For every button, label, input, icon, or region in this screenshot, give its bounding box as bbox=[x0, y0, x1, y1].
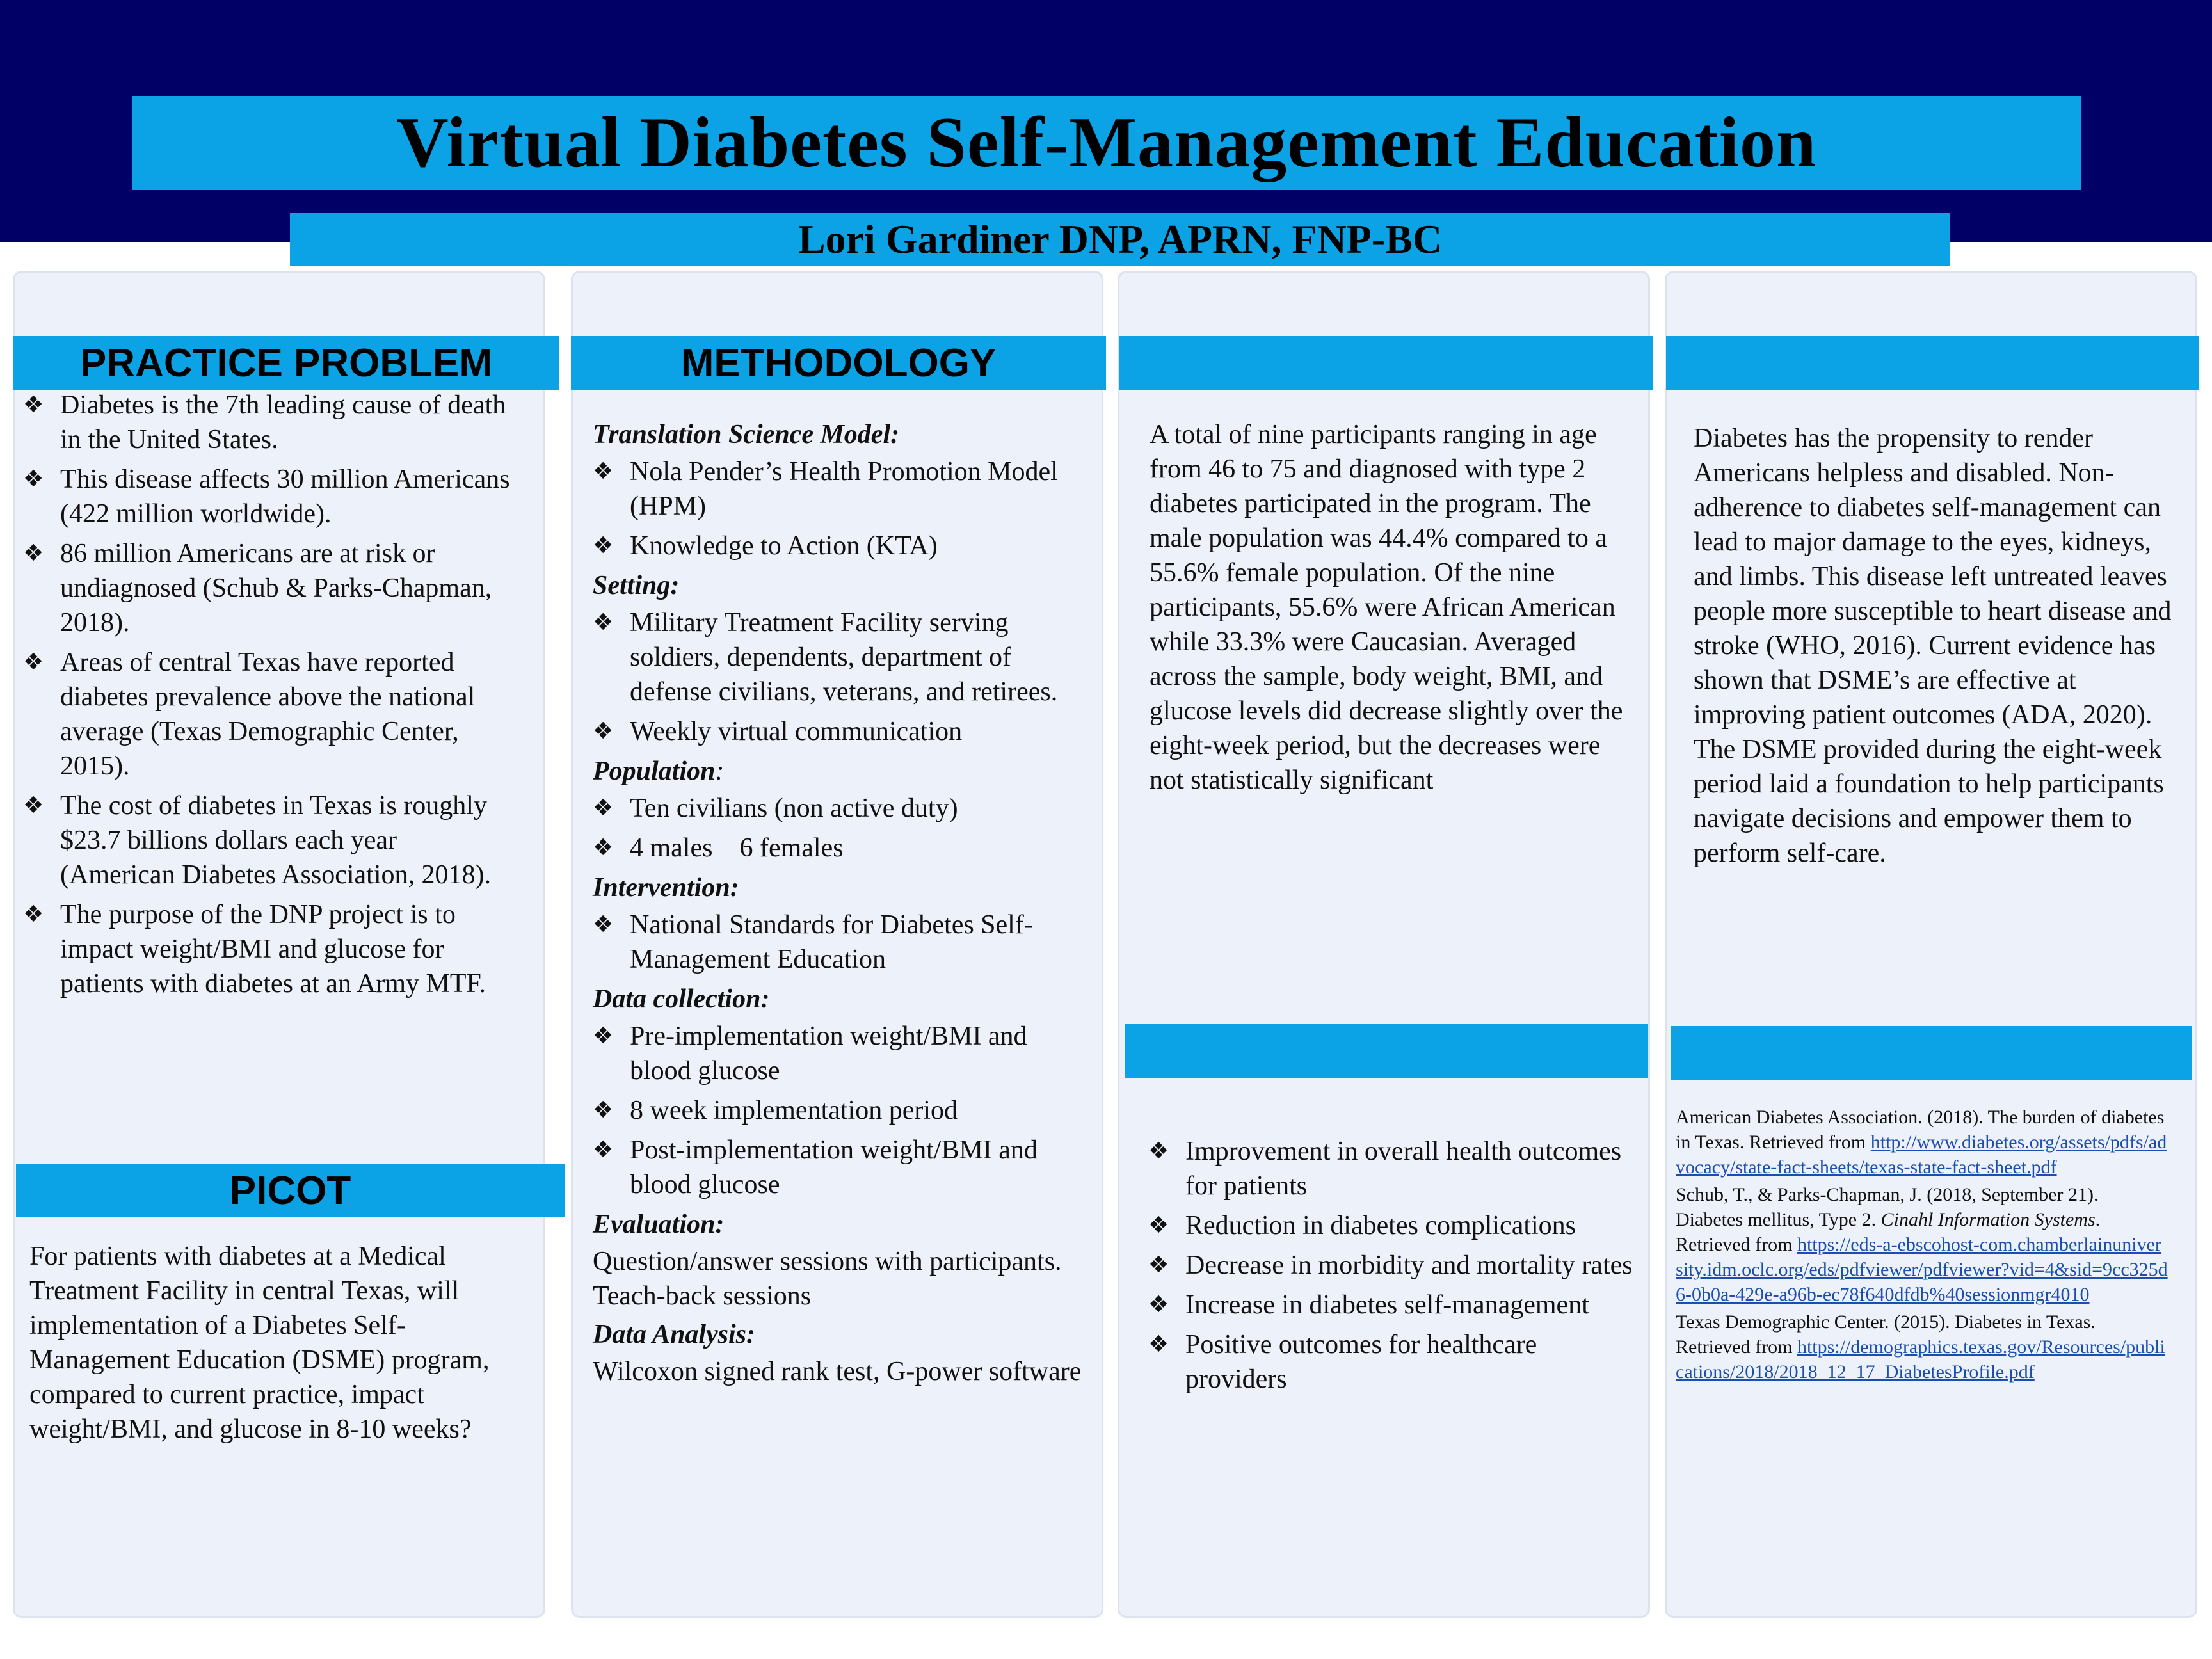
list-item bbox=[23, 645, 516, 783]
list-item bbox=[593, 529, 1092, 563]
evaluation-label: Evaluation: bbox=[593, 1210, 725, 1239]
implications-list bbox=[1148, 1134, 1641, 1397]
list-item bbox=[593, 605, 1092, 709]
list-item bbox=[593, 714, 1092, 749]
diamond-bullet-icon: ❖ bbox=[593, 609, 614, 636]
diamond-bullet-icon: ❖ bbox=[23, 901, 44, 927]
list-item bbox=[593, 791, 1092, 826]
setting-label: Setting: bbox=[593, 571, 680, 600]
bullet-text: Pre-implementation weight/BMI and blood glucose bbox=[630, 1022, 1027, 1086]
reference-text: Schub, T., & Parks-Chapman, J. (2018, September 21). Diabetes mellitus, Type 2. bbox=[1676, 1184, 2099, 1230]
list-item bbox=[1148, 1208, 1641, 1243]
title-banner bbox=[132, 96, 2081, 190]
bullet-text: This disease affects 30 million Americans (422 million worldwide). bbox=[60, 465, 510, 529]
diamond-bullet-icon: ❖ bbox=[1148, 1331, 1169, 1358]
diamond-bullet-icon: ❖ bbox=[593, 835, 614, 861]
diamond-bullet-icon: ❖ bbox=[1148, 1252, 1169, 1278]
implications-heading bbox=[1125, 1024, 1648, 1078]
list-item bbox=[23, 462, 516, 531]
reference-item bbox=[1676, 1182, 2168, 1307]
list-item bbox=[23, 536, 516, 640]
reference-text: . Retrieved from bbox=[1676, 1209, 2101, 1255]
bullet-text: Areas of central Texas have reported diabetes prevalence above the national average (Texas Demographic Center, 2015). bbox=[60, 648, 476, 781]
diamond-bullet-icon: ❖ bbox=[593, 718, 614, 744]
results-text: A total of nine participants ranging in age from 46 to 75 and diagnosed with type 2 diabetes participated in the program. The male population was 44.4% compared to a 55.6% female population. Of the nine participants, 55.6% were African American while 33.3% were Caucasian. Averaged across the sample, body weight, BMI, and glucose levels did decrease slightly over the eight-week period, but the decreases were not statistically significant bbox=[1150, 420, 1623, 795]
diamond-bullet-icon: ❖ bbox=[593, 458, 614, 485]
practice-problem-heading: PRACTICE PROBLEM bbox=[13, 336, 559, 390]
author-banner bbox=[290, 213, 1950, 266]
list-item bbox=[1148, 1134, 1641, 1203]
practice-problem-body bbox=[23, 388, 516, 1006]
list-item bbox=[23, 388, 516, 457]
diamond-bullet-icon: ❖ bbox=[1148, 1212, 1169, 1238]
diamond-bullet-icon: ❖ bbox=[23, 792, 44, 819]
bullet-text: Weekly virtual communication bbox=[630, 717, 963, 746]
bullet-text: Improvement in overall health outcomes for patients bbox=[1185, 1137, 1622, 1201]
diamond-bullet-icon: ❖ bbox=[593, 533, 614, 559]
diamond-bullet-icon: ❖ bbox=[593, 1137, 614, 1163]
bullet-text: The purpose of the DNP project is to impact weight/BMI and glucose for patients with diabetes at an Army MTF. bbox=[60, 900, 486, 998]
implications-body bbox=[1148, 1134, 1641, 1402]
diamond-bullet-icon: ❖ bbox=[1148, 1292, 1169, 1318]
bullet-text: Increase in diabetes self-management bbox=[1185, 1290, 1589, 1320]
diamond-bullet-icon: ❖ bbox=[593, 1023, 614, 1049]
population-colon: : bbox=[715, 757, 725, 786]
results-heading bbox=[1119, 336, 1653, 390]
practice-problem-list bbox=[23, 388, 516, 1001]
bullet-text: National Standards for Diabetes Self-Management Education bbox=[630, 910, 1033, 974]
list-item bbox=[1148, 1288, 1641, 1322]
bullet-text: 4 males 6 females bbox=[630, 833, 844, 863]
reference-item bbox=[1676, 1310, 2168, 1384]
author-name: Lori Gardiner DNP, APRN, FNP-BC bbox=[797, 216, 1443, 262]
list-item bbox=[593, 1093, 1092, 1128]
bullet-text: 8 week implementation period bbox=[630, 1096, 958, 1125]
diamond-bullet-icon: ❖ bbox=[593, 795, 614, 821]
methodology-body bbox=[593, 413, 1092, 1389]
list-item bbox=[593, 1019, 1092, 1088]
diamond-bullet-icon: ❖ bbox=[1148, 1138, 1169, 1164]
bullet-text: Nola Pender’s Health Promotion Model (HPM) bbox=[630, 457, 1058, 521]
analysis-label: Data Analysis: bbox=[593, 1320, 755, 1349]
diamond-bullet-icon: ❖ bbox=[23, 540, 44, 566]
data-collection-list bbox=[593, 1019, 1092, 1202]
poster-title: Virtual Diabetes Self-Management Education bbox=[396, 103, 1817, 182]
bullet-text: 86 million Americans are at risk or undiagnosed (Schub & Parks-Chapman, 2018). bbox=[60, 539, 492, 637]
diamond-bullet-icon: ❖ bbox=[23, 392, 44, 418]
diamond-bullet-icon: ❖ bbox=[593, 1097, 614, 1123]
methodology-heading: METHODOLOGY bbox=[571, 336, 1106, 390]
bullet-text: Decrease in morbidity and mortality rates bbox=[1185, 1251, 1633, 1280]
reference-link[interactable]: https://demographics.texas.gov/Resources/publications/2018/2018_12_17_DiabetesProfile.pdf bbox=[1676, 1336, 2165, 1382]
reference-item bbox=[1676, 1105, 2168, 1180]
bullet-text: Positive outcomes for healthcare providers bbox=[1185, 1330, 1537, 1394]
list-item bbox=[593, 454, 1092, 524]
list-item bbox=[1148, 1248, 1641, 1283]
reference-journal: Cinahl Information Systems bbox=[1880, 1209, 2096, 1230]
list-item bbox=[593, 908, 1092, 977]
bullet-text: Diabetes is the 7th leading cause of death in the United States. bbox=[60, 390, 506, 454]
diamond-bullet-icon: ❖ bbox=[23, 649, 44, 675]
reference-link[interactable]: http://www.diabetes.org/assets/pdfs/advocacy/state-fact-sheets/texas-state-fact-sheet.pdf bbox=[1676, 1132, 2167, 1178]
population-list bbox=[593, 791, 1092, 865]
bullet-text: The cost of diabetes in Texas is roughly $23.7 billions dollars each year (American Diabetes Association, 2018). bbox=[60, 791, 491, 890]
references-list bbox=[1676, 1105, 2168, 1387]
diamond-bullet-icon: ❖ bbox=[23, 466, 44, 492]
intervention-label: Intervention: bbox=[593, 873, 739, 902]
list-item bbox=[593, 1133, 1092, 1202]
reference-link[interactable]: https://eds-a-ebscohost-com.chamberlainuniversity.idm.oclc.org/eds/pdfviewer/pdfviewer?vid=4&sid=9cc325d6-0b0a-429e-a96b-ec78f640dfdb%40sessionmgr4010 bbox=[1676, 1234, 2168, 1305]
reference-text: Texas Demographic Center. (2015). Diabetes in Texas. Retrieved from bbox=[1676, 1311, 2096, 1358]
conclusion-text: Diabetes has the propensity to render Americans helpless and disabled. Non-adherence to diabetes self-management can lead to major damage to the eyes, kidneys, and limbs. This disease left untreated leaves people more susceptible to heart disease and stroke (WHO, 2016). Current evidence has shown that DSME’s are effective at improving patient outcomes (ADA, 2020). The DSME provided during the eight-week period laid a foundation to help participants navigate decisions and empower them to perform self-care. bbox=[1694, 424, 2172, 868]
reference-text: American Diabetes Association. (2018). The burden of diabetes in Texas. Retrieved from bbox=[1676, 1107, 2165, 1153]
bullet-text: Reduction in diabetes complications bbox=[1185, 1211, 1576, 1240]
list-item bbox=[23, 897, 516, 1001]
bullet-text: Post-implementation weight/BMI and blood glucose bbox=[630, 1135, 1038, 1199]
picot-text: For patients with diabetes at a Medical Treatment Facility in central Texas, will implementation of a Diabetes Self-Management Education (DSME) program, compared to current practice, impact weight/BMI, and glucose in 8-10 weeks? bbox=[29, 1242, 490, 1444]
list-item bbox=[1148, 1327, 1641, 1397]
evaluation-text: Question/answer sessions with participants. Teach-back sessions bbox=[593, 1247, 1062, 1311]
list-item bbox=[23, 789, 516, 892]
conclusion-heading bbox=[1666, 336, 2199, 390]
translation-label: Translation Science Model: bbox=[593, 420, 900, 449]
bullet-text: Knowledge to Action (KTA) bbox=[630, 531, 938, 561]
setting-list bbox=[593, 605, 1092, 749]
translation-list bbox=[593, 454, 1092, 563]
bullet-text: Ten civilians (non active duty) bbox=[630, 794, 958, 823]
references-heading bbox=[1671, 1026, 2192, 1080]
list-item bbox=[593, 831, 1092, 865]
population-label bbox=[593, 754, 1092, 789]
data-collection-label: Data collection: bbox=[593, 984, 770, 1014]
intervention-list bbox=[593, 908, 1092, 977]
picot-heading: PICOT bbox=[16, 1164, 565, 1217]
analysis-text: Wilcoxon signed rank test, G-power software bbox=[593, 1357, 1082, 1386]
diamond-bullet-icon: ❖ bbox=[593, 911, 614, 938]
population-label-text: Population bbox=[593, 757, 716, 786]
bullet-text: Military Treatment Facility serving soldiers, dependents, department of defense civilians, veterans, and retirees. bbox=[630, 608, 1058, 707]
